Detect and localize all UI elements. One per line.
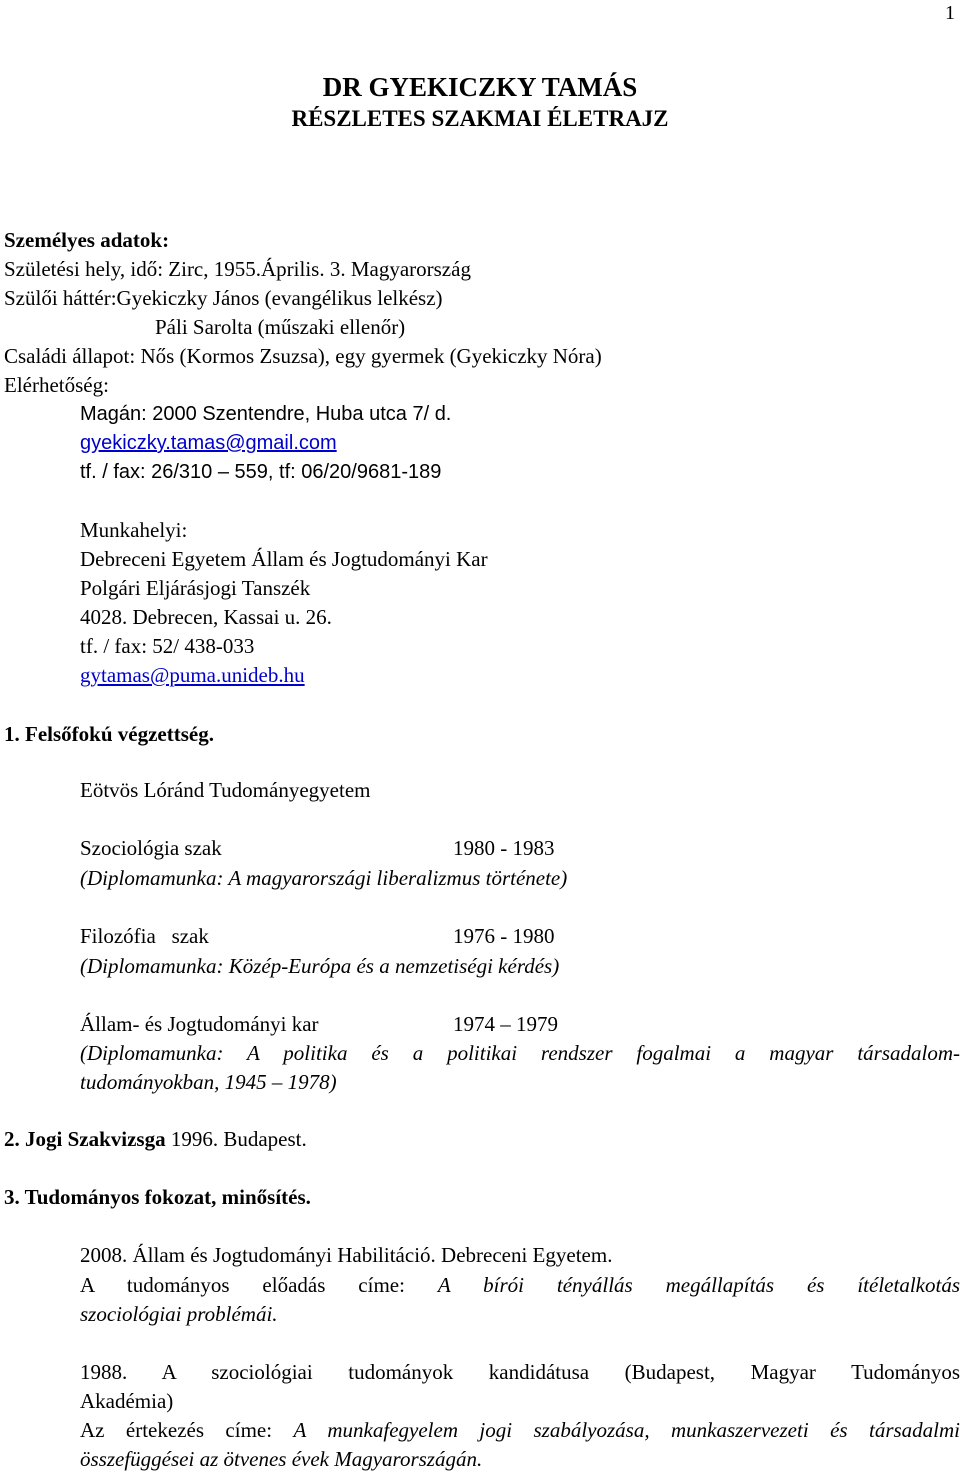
workplace-department: Polgári Eljárásjogi Tanszék xyxy=(80,576,311,600)
personal-data-heading: Személyes adatok: xyxy=(4,228,170,252)
dissertation-line-1 xyxy=(80,1418,960,1443)
degree-name: Állam- és Jogtudományi kar xyxy=(80,1012,319,1036)
page-number: 1 xyxy=(945,2,955,24)
degrees-heading: 3. Tudományos fokozat, minősítés. xyxy=(4,1185,311,1209)
degree-thesis: (Diplomamunka: A magyarországi liberalizmus története) xyxy=(80,866,568,890)
workplace-institution: Debreceni Egyetem Állam és Jogtudományi Kar xyxy=(80,547,488,571)
family-status: Családi állapot: Nős (Kormos Zsuzsa), egy gyermek (Gyekiczky Nóra) xyxy=(4,344,602,368)
university-name: Eötvös Lóránd Tudományegyetem xyxy=(80,778,371,802)
education-heading: 1. Felsőfokú végzettség. xyxy=(4,722,214,746)
dissertation-line-2: összefüggései az ötvenes évek Magyarországán. xyxy=(80,1447,483,1471)
lecture-title: A bírói tényállás megállapítás és ítéletalkotás xyxy=(437,1273,960,1297)
lecture-label: A tudományos előadás címe: xyxy=(80,1273,438,1297)
personal-email-link[interactable]: gyekiczky.tamas@gmail.com xyxy=(80,432,337,454)
document-title: DR GYEKICZKY TAMÁS xyxy=(322,72,638,102)
workplace-phone: tf. / fax: 52/ 438-033 xyxy=(80,634,255,658)
bar-exam-line xyxy=(4,1127,307,1152)
bar-exam-detail: 1996. Budapest. xyxy=(165,1127,307,1151)
workplace-label: Munkahelyi: xyxy=(80,518,188,542)
workplace-address: 4028. Debrecen, Kassai u. 26. xyxy=(80,605,332,629)
degree-name: Filozófia szak xyxy=(80,924,209,948)
home-address: Magán: 2000 Szentendre, Huba utca 7/ d. xyxy=(80,403,452,425)
lecture-title-line-2: szociológiai problémái. xyxy=(80,1302,278,1326)
habilitation: 2008. Állam és Jogtudományi Habilitáció. Debreceni Egyetem. xyxy=(80,1243,613,1267)
parents-line-1: Szülői háttér:Gyekiczky János (evangélikus lelkész) xyxy=(4,286,443,310)
degree-name: Szociológia szak xyxy=(80,836,222,860)
candidate-line-2: Akadémia) xyxy=(80,1389,174,1413)
document-subtitle: RÉSZLETES SZAKMAI ÉLETRAJZ xyxy=(291,106,669,131)
parents-line-2: Páli Sarolta (műszaki ellenőr) xyxy=(155,315,406,339)
dissertation-title: A munkafegyelem jogi szabályozása, munkaszervezeti és társadalmi xyxy=(293,1418,960,1442)
degree-thesis-line-2: tudományokban, 1945 – 1978) xyxy=(80,1070,337,1094)
candidate-line-1: 1988. A szociológiai tudományok kandidátusa (Budapest, Magyar Tudományos xyxy=(80,1360,960,1384)
degree-years: 1976 - 1980 xyxy=(453,924,555,948)
dissertation-label: Az értekezés címe: xyxy=(80,1418,294,1442)
degree-years: 1980 - 1983 xyxy=(453,836,555,860)
contact-label: Elérhetőség: xyxy=(4,373,109,397)
degree-thesis-line-1: (Diplomamunka: A politika és a politikai rendszer fogalmai a magyar társadalom- xyxy=(80,1041,960,1065)
birth-info: Születési hely, idő: Zirc, 1955.Április. 3. Magyarország xyxy=(4,257,471,281)
work-email-link[interactable]: gytamas@puma.unideb.hu xyxy=(80,663,305,687)
bar-exam-heading: 2. Jogi Szakvizsga xyxy=(4,1127,166,1151)
home-phone: tf. / fax: 26/310 – 559, tf: 06/20/9681-189 xyxy=(80,461,442,483)
degree-thesis: (Diplomamunka: Közép-Európa és a nemzetiségi kérdés) xyxy=(80,954,560,978)
degree-years: 1974 – 1979 xyxy=(453,1012,558,1036)
lecture-title-line-1 xyxy=(80,1273,960,1298)
